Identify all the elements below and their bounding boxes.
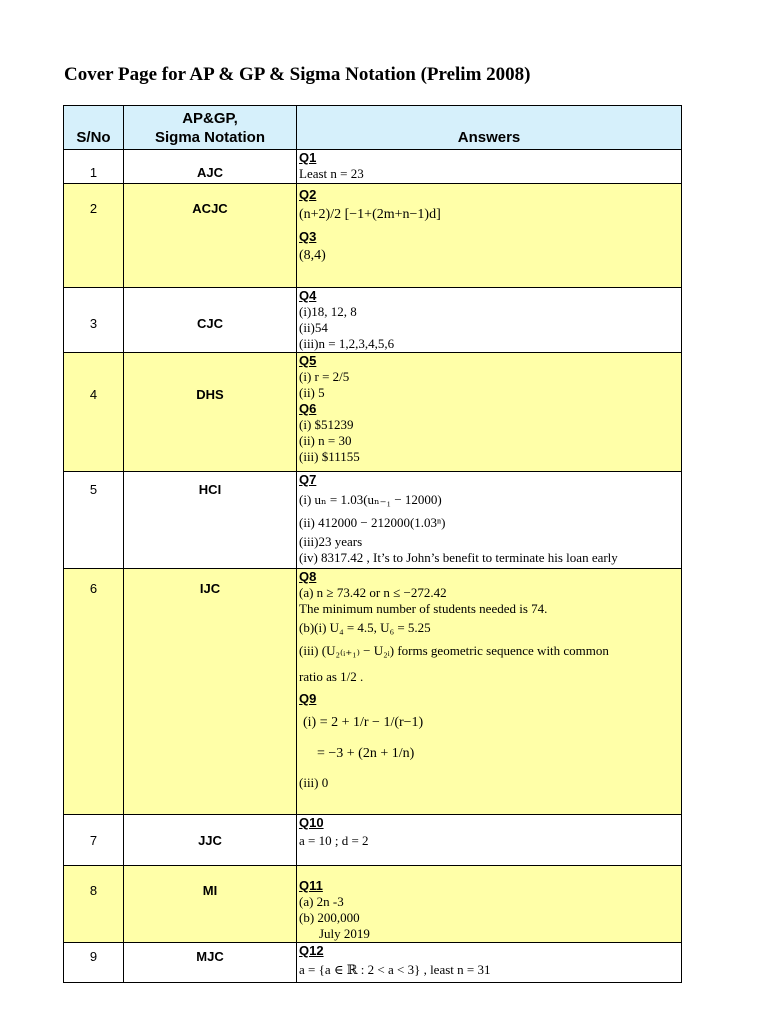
- row-number: 7: [64, 815, 124, 866]
- answer-line: (iii) (U₂₍ᵢ₊₁₎ − U₂ᵢ) forms geometric sequence with common: [299, 643, 609, 658]
- question-label: Q1: [299, 150, 317, 165]
- row-number: 9: [64, 943, 124, 983]
- answer-line: (a) n ≥ 73.42 or n ≤ −272.42: [299, 585, 447, 600]
- table-row: [64, 184, 682, 288]
- header-topic-line2: Sigma Notation: [154, 129, 265, 146]
- answers-table: [63, 105, 682, 983]
- answer-line: (iii)n = 1,2,3,4,5,6: [299, 336, 395, 351]
- answer-line: (ii) n = 30: [299, 433, 352, 448]
- answer-cell: [297, 569, 682, 815]
- school-name: MJC: [124, 943, 297, 983]
- row-number: 4: [64, 353, 124, 472]
- question-label: Q5: [299, 353, 317, 368]
- question-label: Q6: [299, 401, 317, 416]
- row-number: 3: [64, 288, 124, 353]
- question-label: Q12: [299, 943, 324, 958]
- answer-cell: [297, 943, 682, 983]
- question-label: Q8: [299, 569, 317, 584]
- answer-line: a = {a ∈ ℝ : 2 < a < 3} , least n = 31: [299, 962, 491, 977]
- answer-line: (ii) 5: [299, 385, 325, 400]
- header-topic: [124, 106, 297, 150]
- answer-line: (iii) 0: [299, 775, 329, 790]
- header-row: [64, 106, 682, 150]
- answer-cell: [297, 288, 682, 353]
- school-name: IJC: [124, 569, 297, 815]
- answer-line: (iii) $11155: [299, 449, 360, 464]
- answer-line: (n+2)/2 [−1+(2m+n−1)d]: [299, 207, 441, 222]
- school-name: CJC: [124, 288, 297, 353]
- question-label: Q9: [299, 691, 317, 706]
- school-name: ACJC: [124, 184, 297, 288]
- answer-line: (a) 2n -3: [299, 894, 344, 909]
- answer-line: (i) r = 2/5: [299, 369, 350, 384]
- answer-line: July 2019: [319, 926, 370, 941]
- answer-line: (i) uₙ = 1.03(uₙ₋₁ − 12000): [299, 492, 442, 507]
- answer-line: (ii) 412000 − 212000(1.03ⁿ): [299, 515, 446, 530]
- row-number: 2: [64, 184, 124, 288]
- row-number: 1: [64, 150, 124, 184]
- table-row: [64, 866, 682, 943]
- school-name: DHS: [124, 353, 297, 472]
- question-label: Q7: [299, 472, 317, 487]
- answer-line: (iv) 8317.42 , It’s to John’s benefit to terminate his loan early: [299, 550, 618, 565]
- school-name: AJC: [124, 150, 297, 184]
- school-name: JJC: [124, 815, 297, 866]
- answer-line: (b) 200,000: [299, 910, 360, 925]
- page-title: Cover Page for AP & GP & Sigma Notation (Prelim 2008): [64, 64, 531, 85]
- answer-line: (i)18, 12, 8: [299, 304, 357, 319]
- answer-line: a = 10 ; d = 2: [299, 833, 369, 848]
- answer-cell: [297, 184, 682, 288]
- header-sno: S/No: [64, 106, 124, 150]
- table-row: [64, 569, 682, 815]
- answer-cell: [297, 472, 682, 569]
- question-label: Q11: [299, 878, 323, 893]
- table-row: [64, 815, 682, 866]
- row-number: 8: [64, 866, 124, 943]
- school-name: MI: [124, 866, 297, 943]
- school-name: HCI: [124, 472, 297, 569]
- answer-line: (iii)23 years: [299, 534, 363, 549]
- answer-line: (8,4): [299, 248, 326, 263]
- answer-line: Least n = 23: [299, 166, 364, 181]
- table-row: [64, 353, 682, 472]
- answer-line: (i) $51239: [299, 417, 354, 432]
- table-row: [64, 288, 682, 353]
- header-topic-line1: AP&GP,: [182, 110, 238, 127]
- table-row: [64, 150, 682, 184]
- question-label: Q2: [299, 187, 317, 202]
- answer-cell: [297, 815, 682, 866]
- row-number: 5: [64, 472, 124, 569]
- answer-cell: [297, 150, 682, 184]
- question-label: Q3: [299, 229, 317, 244]
- answer-cell: [297, 353, 682, 472]
- answer-line: (i) = 2 + 1/r − 1/(r−1): [303, 715, 424, 730]
- answer-line: = −3 + (2n + 1/n): [317, 746, 415, 761]
- answer-line: (ii)54: [299, 320, 328, 335]
- question-label: Q10: [299, 815, 324, 830]
- answer-line: The minimum number of students needed is 74.: [299, 601, 548, 616]
- table-row: [64, 472, 682, 569]
- row-number: 6: [64, 569, 124, 815]
- table-row: [64, 943, 682, 983]
- header-answers: Answers: [297, 106, 682, 150]
- question-label: Q4: [299, 288, 317, 303]
- answer-line: ratio as 1/2 .: [299, 669, 364, 684]
- answer-line: (b)(i) U₄ = 4.5, U₆ = 5.25: [299, 620, 431, 635]
- answer-cell: [297, 866, 682, 943]
